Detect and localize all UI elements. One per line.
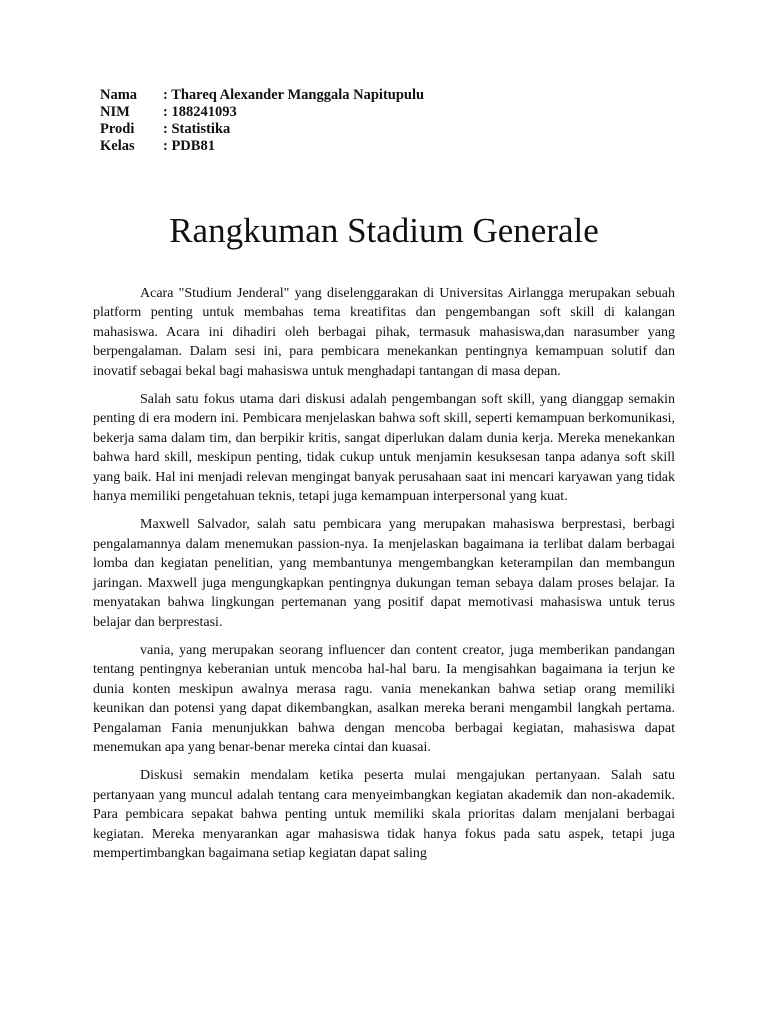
body-paragraph: vania, yang merupakan seorang influencer dan content creator, juga memberikan pandangan tentang pentingnya keberanian untuk mencoba hal-hal baru. Ia mengisahkan bagaimana ia terjun ke dunia konten meskipun awalnya merasa ragu. vania menekankan bahwa setiap orang memiliki keunikan dan potensi yang dapat dikembangkan, asalkan mereka berani mengambil langkah pertama. Pengalaman Fania menunjukkan bahwa dengan mencoba berbagai kegiatan, mahasiswa dapat menemukan apa yang benar-benar mereka cintai dan kuasai. (93, 642, 675, 755)
document-title: Rangkuman Stadium Generale (169, 211, 599, 250)
identity-row-kelas (100, 138, 424, 155)
student-identity-block (100, 87, 424, 155)
document-body (93, 284, 675, 872)
body-paragraph: Salah satu fokus utama dari diskusi adalah pengembangan soft skill, yang dianggap semakin penting di era modern ini. Pembicara menjelaskan bahwa soft skill, seperti kemampuan berkomunikasi, bekerja sama dalam tim, dan berpikir kritis, sangat diperlukan dalam dunia kerja. Mereka menekankan bahwa hard skill, meskipun penting, tidak cukup untuk menjamin kesuksesan tanpa adanya soft skill yang baik. Hal ini menjadi relevan mengingat banyak perusahaan saat ini mencari karyawan yang tidak hanya memiliki pengetahuan teknis, tetapi juga kemampuan interpersonal yang kuat. (93, 392, 675, 505)
body-paragraph: Maxwell Salvador, salah satu pembicara yang merupakan mahasiswa berprestasi, berbagi pengalamannya dalam menemukan passion-nya. Ia menjelaskan bagaimana ia terlibat dalam berbagai lomba dan kegiatan penelitian, yang membantunya mengembangkan keterampilan dan membangun jaringan. Maxwell juga mengungkapkan pentingnya dukungan teman sebaya dalam proses belajar. Ia menyatakan bahwa lingkungan pertemanan yang positif dapat memotivasi mahasiswa untuk terus belajar dan berprestasi. (93, 517, 675, 630)
identity-row-nama (100, 87, 424, 104)
identity-label: Prodi (100, 121, 135, 137)
identity-row-nim (100, 104, 424, 121)
identity-label: NIM (100, 104, 130, 120)
identity-label: Nama (100, 87, 138, 103)
identity-value: : 188241093 (163, 104, 237, 120)
identity-label: Kelas (100, 138, 135, 154)
identity-value: : PDB81 (163, 138, 215, 154)
identity-value: : Thareq Alexander Manggala Napitupulu (163, 87, 425, 103)
identity-value: : Statistika (163, 121, 231, 137)
body-paragraph: Acara "Studium Jenderal" yang diselenggarakan di Universitas Airlangga merupakan sebuah platform penting untuk membahas tema kreatifitas dan pengembangan soft skill di kalangan mahasiswa. Acara ini dihadiri oleh berbagai pihak, termasuk mahasiswa,dan narasumber yang berpengalaman. Dalam sesi ini, para pembicara menekankan pentingnya kemampuan solutif dan inovatif sebagai bekal bagi mahasiswa untuk menghadapi tantangan di masa depan. (93, 286, 675, 379)
identity-row-prodi (100, 121, 424, 138)
body-paragraph: Diskusi semakin mendalam ketika peserta mulai mengajukan pertanyaan. Salah satu pertanyaan yang muncul adalah tentang cara menyeimbangkan kegiatan akademik dan non-akademik. Para pembicara sepakat bahwa penting untuk memiliki skala prioritas dalam menjalani berbagai kegiatan. Mereka menyarankan agar mahasiswa tidak hanya fokus pada satu aspek, tetapi juga mempertimbangkan bagaimana setiap kegiatan dapat saling (93, 768, 675, 861)
